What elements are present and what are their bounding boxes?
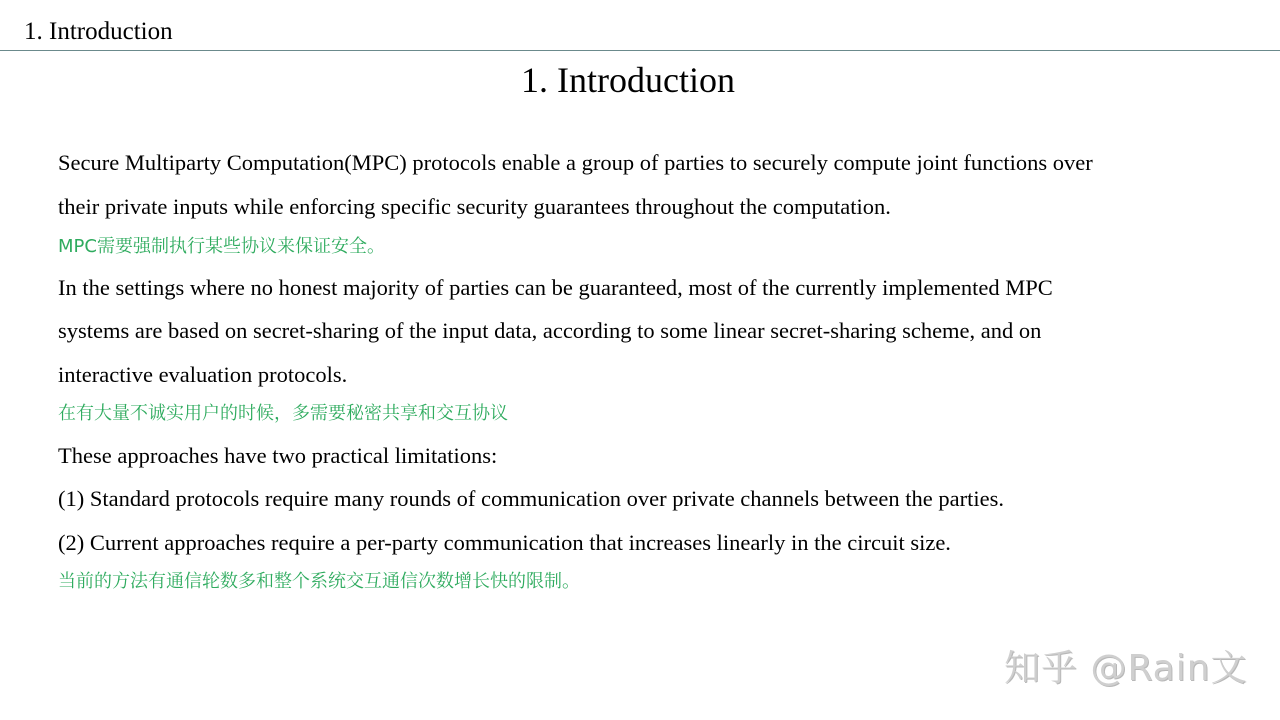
paragraph-line-en: These approaches have two practical limitations: [58,443,498,468]
paragraph-line-en: interactive evaluation protocols. [58,362,348,387]
annotation-line-cn: 在有大量不诚实用户的时候，多需要秘密共享和交互协议 [58,403,508,424]
list-item-limitation-2: (2) Current approaches require a per-party communication that increases linearly in the circuit size. [58,530,951,555]
list-item-limitation-1: (1) Standard protocols require many rounds of communication over private channels between the parties. [58,486,1004,511]
watermark: 知乎 @Rain文 [1004,648,1248,689]
paragraph-line-en: Secure Multiparty Computation(MPC) protocols enable a group of parties to securely compute joint functions over [58,150,1093,175]
paragraph-line-en: In the settings where no honest majority of parties can be guaranteed, most of the currently implemented MPC [58,275,1053,300]
annotation-line-cn: 当前的方法有通信轮数多和整个系统交互通信次数增长快的限制。 [58,571,580,592]
paragraph-line-en: systems are based on secret-sharing of the input data, according to some linear secret-sharing scheme, and on [58,318,1042,343]
slide-title: 1. Introduction [521,60,735,100]
section-header: 1. Introduction [24,18,173,45]
paragraph-line-en: their private inputs while enforcing specific security guarantees throughout the computation. [58,194,891,219]
header-divider [0,50,1280,51]
annotation-line-cn: MPC需要强制执行某些协议来保证安全。 [58,236,385,257]
